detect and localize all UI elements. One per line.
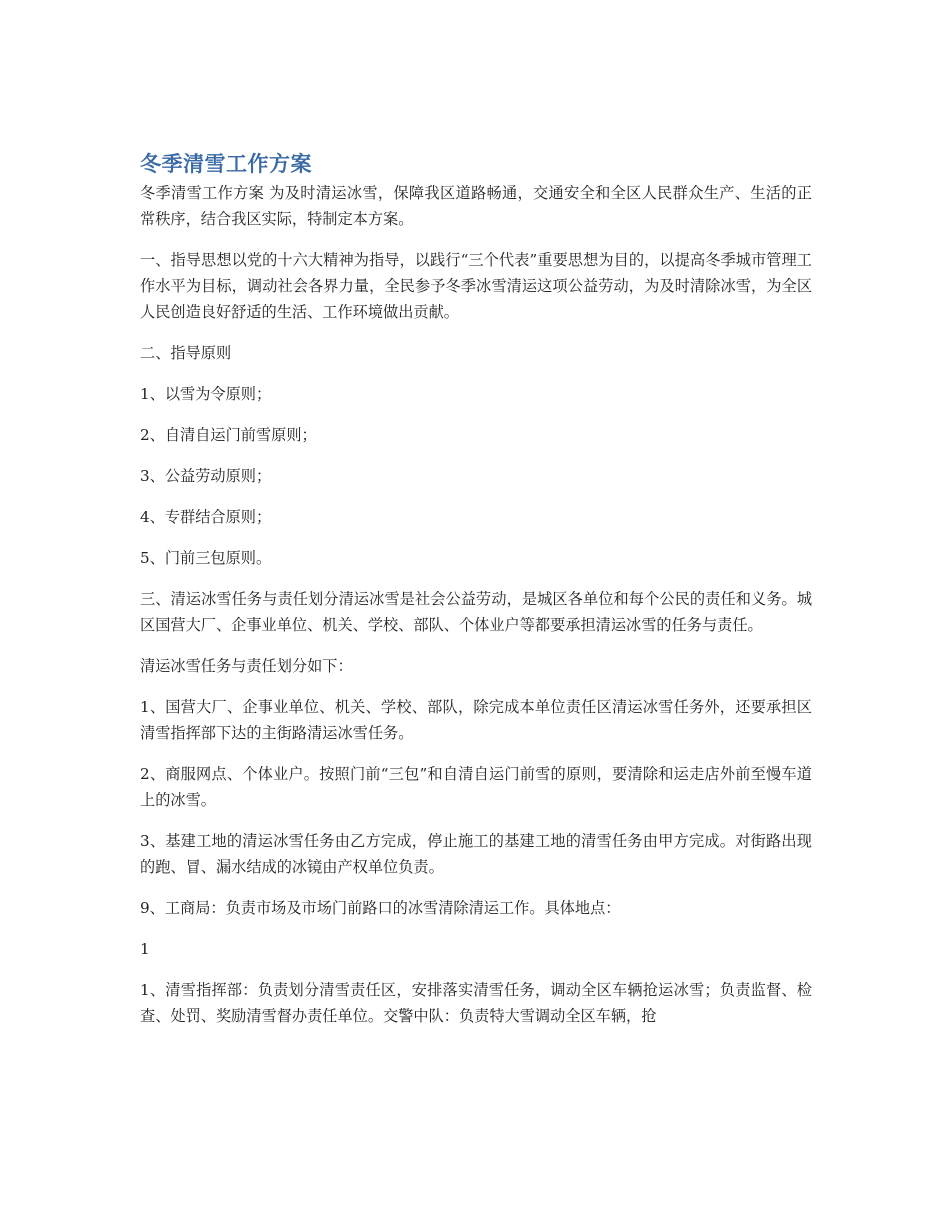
paragraph-task-list-intro: 清运冰雪任务与责任划分如下： <box>140 657 353 675</box>
page-number: 1 <box>140 940 150 958</box>
paragraph-task-division: 三、清运冰雪任务与责任划分清运冰雪是社会公益劳动，是城区各单位和每个公民的责任和义务。城区国营大厂、企事业单位、机关、学校、部队、个体业户等都要承担清运冰雪的任务与责任。 <box>140 590 812 634</box>
paragraph-principle-4: 4、专群结合原则； <box>140 508 272 526</box>
paragraph-principle-2: 2、自清自运门前雪原则； <box>140 426 317 444</box>
paragraph-guiding-thought: 一、指导思想以党的十六大精神为指导，以践行“三个代表”重要思想为目的，以提高冬季城市管理工作水平为目标，调动社会各界力量，全民参予冬季冰雪清运这项公益劳动，为及时清除冰雪，为全区人民创造良好舒适的生活、工作环境做出贡献。 <box>140 251 812 321</box>
document-title: 冬季清雪工作方案 <box>140 152 312 176</box>
paragraph-task-1: 1、国营大厂、企事业单位、机关、学校、部队，除完成本单位责任区清运冰雪任务外，还要承担区清雪指挥部下达的主街路清运冰雪任务。 <box>140 698 812 742</box>
paragraph-principle-1: 1、以雪为令原则； <box>140 385 272 403</box>
paragraph-task-2: 2、商服网点、个体业户。按照门前“三包”和自清自运门前雪的原则，要清除和运走店外前至慢车道上的冰雪。 <box>140 765 812 809</box>
paragraph-principle-3: 3、公益劳动原则； <box>140 467 272 485</box>
paragraph-principles-heading: 二、指导原则 <box>140 344 232 362</box>
paragraph-principle-5: 5、门前三包原则。 <box>140 549 272 567</box>
paragraph-task-3: 3、基建工地的清运冰雪任务由乙方完成，停止施工的基建工地的清雪任务由甲方完成。对街路出现的跑、冒、漏水结成的冰镜由产权单位负责。 <box>140 832 812 876</box>
paragraph-command-duties: 1、清雪指挥部：负责划分清雪责任区，安排落实清雪任务，调动全区车辆抢运冰雪；负责监督、检查、处罚、奖励清雪督办责任单位。交警中队：负责特大雪调动全区车辆，抢 <box>140 981 812 1025</box>
document-content <box>140 150 812 1044</box>
paragraph-task-9: 9、工商局：负责市场及市场门前路口的冰雪清除清运工作。具体地点： <box>140 899 621 917</box>
paragraph-intro: 冬季清雪工作方案 为及时清运冰雪，保障我区道路畅通，交通安全和全区人民群众生产、生活的正常秩序，结合我区实际，特制定本方案。 <box>140 184 812 228</box>
